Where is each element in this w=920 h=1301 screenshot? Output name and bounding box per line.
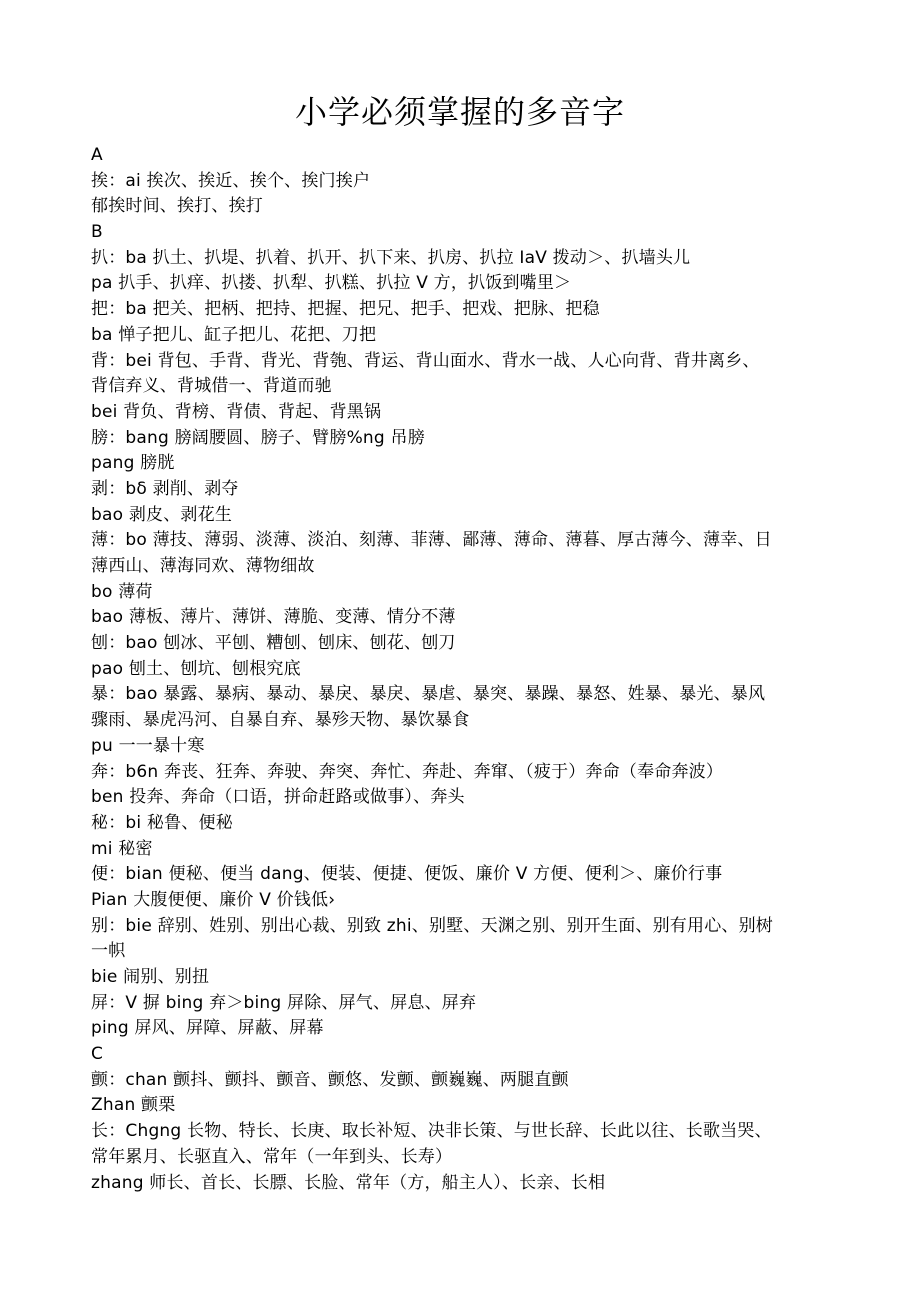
text-line: Zhan 颤栗	[91, 1095, 176, 1116]
text-line: 刨：bao 刨冰、平刨、糟刨、刨床、刨花、刨刀	[91, 633, 456, 654]
text-line: pu 一一暴十寒	[91, 735, 205, 756]
text-line: 郁挨时间、挨打、挨打	[91, 196, 263, 217]
text-line: 长：Chgng 长物、特长、长庚、取长补短、决非长策、与世长辞、长此以往、长歌当哭、	[91, 1121, 772, 1142]
text-line: C	[91, 1044, 104, 1065]
text-line: 一帜	[91, 941, 126, 962]
text-line: 屏：V 摒 bing 弃＞bing 屏除、屏气、屏息、屏弃	[91, 992, 477, 1013]
text-line: bie 闹别、别扭	[91, 967, 210, 987]
text-line: zhang 师长、首长、长膘、长脸、常年（方，船主人）、长亲、长相	[91, 1172, 606, 1193]
text-line: bei 背负、背榜、背债、背起、背黑锅	[91, 401, 382, 422]
text-line: 扒：ba 扒土、扒堤、扒着、扒开、扒下来、扒房、扒拉 IaV 拨动＞、扒墙头儿	[91, 247, 691, 268]
text-line: mi 秘密	[91, 838, 153, 859]
text-line: pao 刨土、刨坑、刨根究底	[91, 658, 301, 679]
text-line: 秘：bi 秘鲁、便秘	[91, 812, 233, 833]
text-line: B	[91, 222, 103, 243]
text-line: A	[91, 145, 103, 165]
text-line: 挨：ai 挨次、挨近、挨个、挨门挨户	[91, 170, 371, 191]
text-line: 暴：bao 暴露、暴病、暴动、暴戾、暴戾、暴虐、暴突、暴躁、暴怒、姓暴、暴光、暴风	[91, 684, 766, 705]
text-line: 奔：b6n 奔丧、狂奔、奔驶、奔突、奔忙、奔赴、奔窜、（疲于）奔命（奉命奔波）	[91, 761, 724, 782]
text-line: 薄：bo 薄技、薄弱、淡薄、淡泊、刻薄、菲薄、鄙薄、薄命、薄暮、厚古薄今、薄幸、日	[91, 530, 772, 551]
text-line: 骤雨、暴虎冯河、自暴自弃、暴殄天物、暴饮暴食	[91, 710, 470, 731]
text-line: 剥：bδ 剥削、剥夺	[91, 478, 239, 499]
document-title: 小学必须掌握的多音字	[294, 93, 625, 131]
text-line: bao 薄板、薄片、薄饼、薄脆、变薄、情分不薄	[91, 607, 456, 628]
text-line: 薄西山、薄海同欢、薄物细故	[91, 556, 315, 576]
text-line: 颤：chan 颤抖、颤抖、颤音、颤悠、发颤、颤巍巍、两腿直颤	[91, 1069, 569, 1090]
text-line: 膀：bang 膀阔腰圆、膀子、臂膀%ng 吊膀	[91, 427, 425, 448]
text-line: bao 剥皮、剥花生	[91, 504, 233, 525]
text-line: 便：bian 便秘、便当 dang、便装、便捷、便饭、廉价 V 方便、便利＞、廉价行事	[91, 864, 723, 885]
text-line: Pian 大腹便便、廉价 V 价钱低›	[91, 889, 336, 910]
text-line: 背：bei 背包、手背、背光、背匏、背运、背山面水、背水一战、人心向背、背井离乡、	[91, 350, 760, 371]
text-line: ben 投奔、奔命（口语，拼命赶路或做事）、奔头	[91, 787, 465, 808]
text-line: bo 薄荷	[91, 581, 153, 602]
text-line: 把：ba 把关、把柄、把持、把握、把兄、把手、把戏、把脉、把稳	[91, 299, 600, 320]
text-line: ping 屏风、屏障、屏蔽、屏幕	[91, 1018, 324, 1039]
text-line: ba 惮子把儿、缸子把儿、花把、刀把	[91, 324, 377, 345]
text-line: pang 膀胱	[91, 453, 175, 474]
text-line: 别：bie 辞别、姓别、别出心裁、别致 zhi、别墅、天渊之别、别开生面、别有用心、别树	[91, 915, 773, 936]
text-line: pa 扒手、扒痒、扒搂、扒犁、扒糕、扒拉 V 方，扒饭到嘴里＞	[91, 273, 572, 294]
document-body	[91, 143, 831, 1196]
text-line: 背信弃义、背城借一、背道而驰	[91, 376, 332, 397]
text-line: 常年累月、长驱直入、常年（一年到头、长寿）	[91, 1146, 453, 1167]
